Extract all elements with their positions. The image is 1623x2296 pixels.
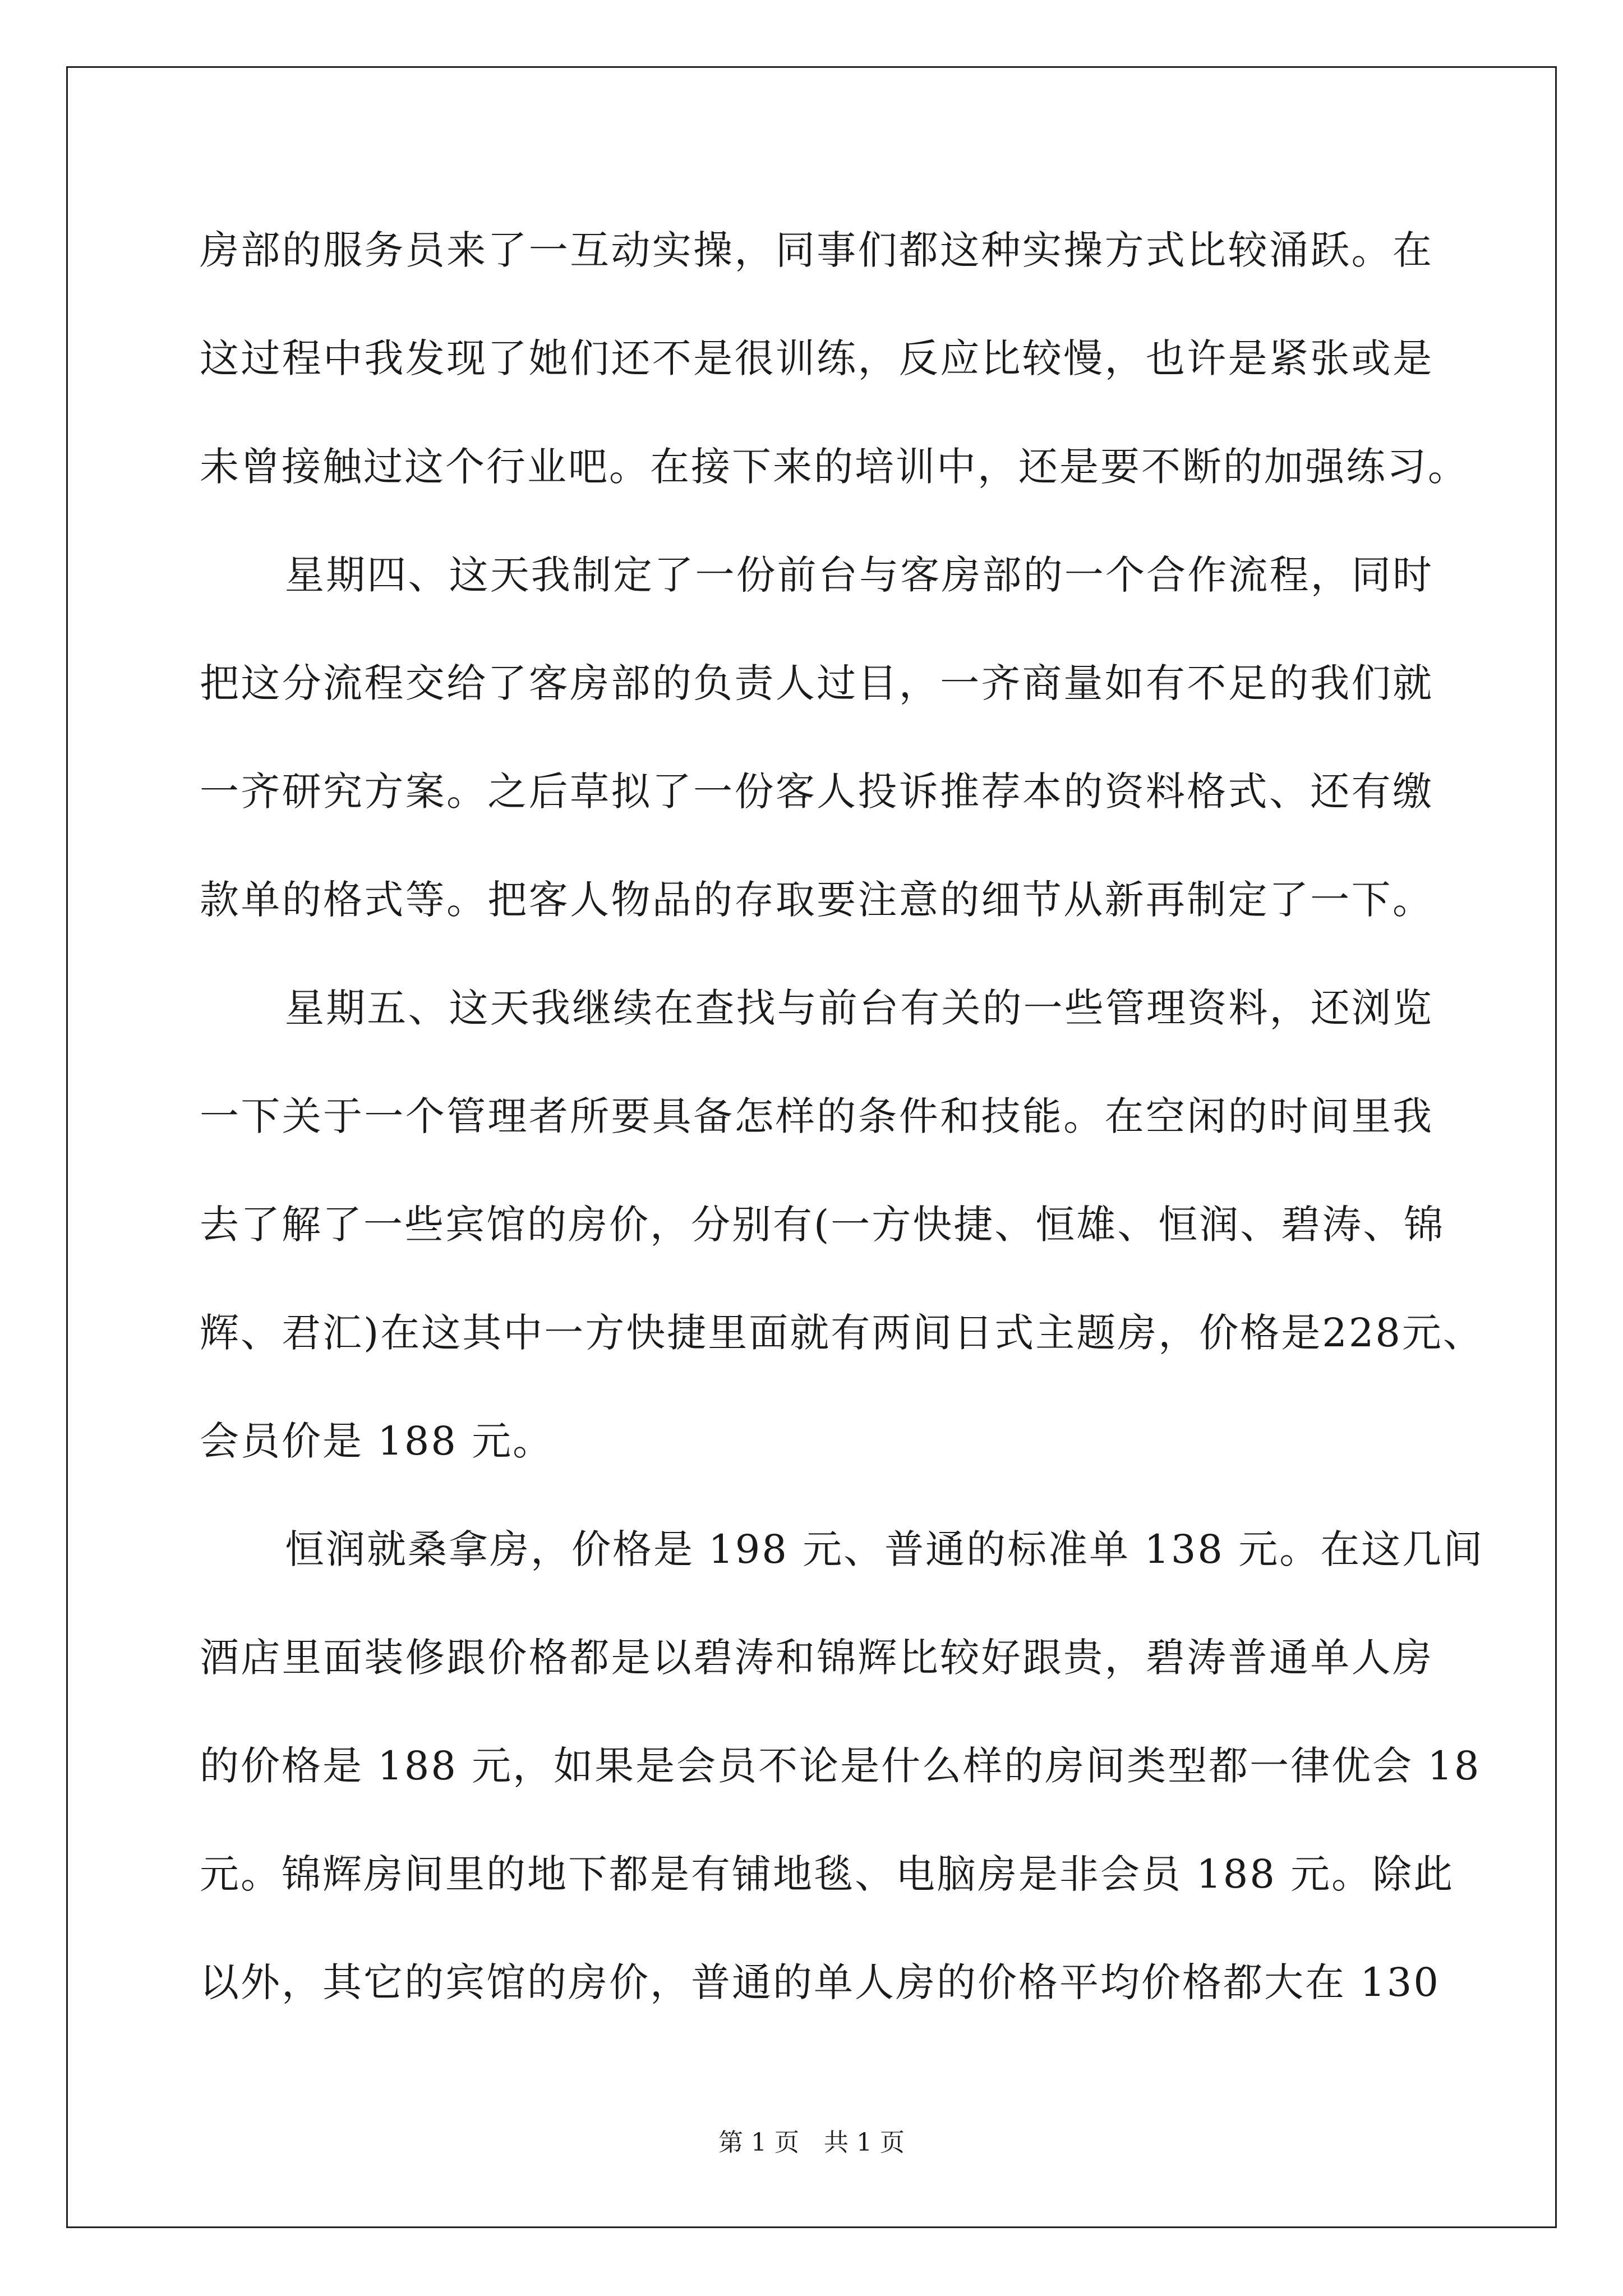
text-line: 酒店里面装修跟价格都是以碧涛和锦辉比较好跟贵，碧涛普通单人房 xyxy=(200,1635,1433,1681)
text-line: 星期五、这天我继续在查找与前台有关的一些管理资料，还浏览 xyxy=(285,985,1433,1031)
document-body xyxy=(200,196,1484,2037)
text-line: 辉、君汇)在这其中一方快捷里面就有两间日式主题房，价格是228元、 xyxy=(200,1310,1484,1356)
text-line: 以外，其它的宾馆的房价，普通的单人房的价格平均价格都大在 130 xyxy=(200,1959,1440,2005)
text-line: 恒润就桑拿房，价格是 198 元、普通的标准单 138 元。在这几间 xyxy=(285,1526,1484,1572)
text-line: 房部的服务员来了一互动实操，同事们都这种实操方式比较涌跃。在 xyxy=(200,227,1433,273)
text-line: 款单的格式等。把客人物品的存取要注意的细节从新再制定了一下。 xyxy=(200,877,1433,923)
text-line: 元。锦辉房间里的地下都是有铺地毯、电脑房是非会员 188 元。除此 xyxy=(200,1851,1455,1897)
page-footer: 第 1 页 共 1 页 xyxy=(718,2128,905,2157)
text-line: 去了解了一些宾馆的房价，分别有(一方快捷、恒雄、恒润、碧涛、锦 xyxy=(200,1202,1445,1248)
text-line: 这过程中我发现了她们还不是很训练，反应比较慢，也许是紧张或是 xyxy=(200,335,1433,381)
text-line: 会员价是 188 元。 xyxy=(200,1418,554,1464)
text-line: 未曾接触过这个行业吧。在接下来的培训中，还是要不断的加强练习。 xyxy=(200,444,1469,490)
text-line: 的价格是 188 元，如果是会员不论是什么样的房间类型都一律优会 18 xyxy=(200,1743,1481,1789)
text-line: 星期四、这天我制定了一份前台与客房部的一个合作流程，同时 xyxy=(285,552,1433,598)
text-line: 一下关于一个管理者所要具备怎样的条件和技能。在空闲的时间里我 xyxy=(200,1093,1433,1139)
text-line: 把这分流程交给了客房部的负责人过目，一齐商量如有不足的我们就 xyxy=(200,660,1433,706)
text-line: 一齐研究方案。之后草拟了一份客人投诉推荐本的资料格式、还有缴 xyxy=(200,769,1433,815)
